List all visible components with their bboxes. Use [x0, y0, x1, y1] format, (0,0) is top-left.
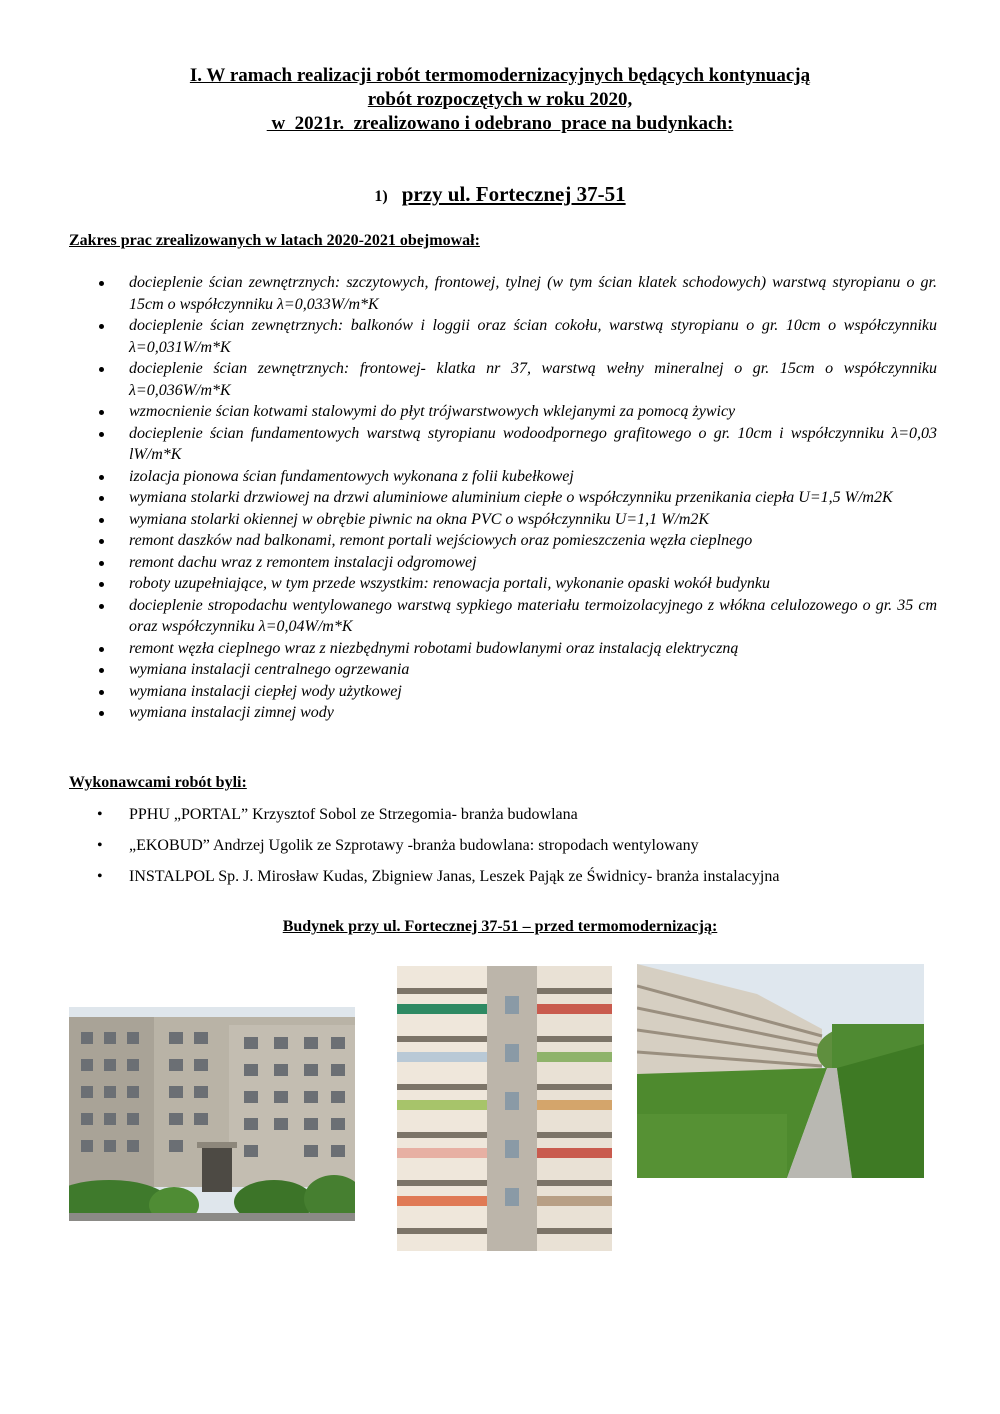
scope-item: remont węzła cieplnego wraz z niezbędnymi robotami budowlanymi oraz instalacją elektryczną: [95, 638, 937, 660]
contractor-item: • INSTALPOL Sp. J. Mirosław Kudas, Zbigniew Janas, Leszek Pająk ze Świdnicy- branża instalacyjna: [95, 866, 955, 897]
building-title: przy ul. Fortecznej 37-51: [401, 182, 626, 206]
building-photo-lawn: [637, 964, 924, 1178]
building-photo-front: [69, 1007, 355, 1221]
scope-item: docieplenie stropodachu wentylowanego warstwą sypkiego materiału termoizolacyjnego z włókna celulozowego o gr. 35 cm oraz współczynniku λ=0,04W/m*K: [95, 595, 937, 638]
scope-item: wymiana instalacji ciepłej wody użytkowej: [95, 681, 937, 703]
scope-item: wymiana instalacji zimnej wody: [95, 702, 937, 724]
contractors-heading: Wykonawcami robót byli:: [69, 774, 247, 791]
scope-item: docieplenie ścian zewnętrznych: balkonów i loggii oraz ścian cokołu, warstwą styropianu o gr. 10cm o współczynniku λ=0,031W/m*K: [95, 315, 937, 358]
scope-heading: Zakres prac zrealizowanych w latach 2020-2021 obejmował:: [69, 232, 480, 249]
title-line-1: I. W ramach realizacji robót termomodernizacyjnych będących kontynuacją: [189, 65, 811, 86]
scope-item: docieplenie ścian fundamentowych warstwą styropianu wodoodpornego grafitowego o gr. 10cm i współczynniku λ=0,03 lW/m*K: [95, 423, 937, 466]
scope-item: remont dachu wraz z remontem instalacji odgromowej: [95, 552, 937, 574]
scope-item: wymiana stolarki okiennej w obrębie piwnic na okna PVC o współczynniku U=1,1 W/m2K: [95, 509, 937, 531]
scope-item: remont daszków nad balkonami, remont portali wejściowych oraz pomieszczenia węzła cieplnego: [95, 530, 937, 552]
building-number: 1): [374, 188, 388, 205]
title-line-3: w 2021r. zrealizowano i odebrano prace na budynkach:: [266, 113, 734, 134]
title-line-2: robót rozpoczętych w roku 2020,: [367, 89, 633, 110]
contractors-list: [95, 804, 955, 897]
scope-item: docieplenie ścian zewnętrznych: szczytowych, frontowej, tylnej (w tym ścian klatek schodowych) warstwą styropianu o gr. 15cm o współczynniku λ=0,033W/m*K: [95, 272, 937, 315]
contractor-item: • PPHU „PORTAL” Krzysztof Sobol ze Strzegomia- branża budowlana: [95, 804, 955, 835]
contractor-item: • „EKOBUD” Andrzej Ugolik ze Szprotawy -branża budowlana: stropodach wentylowany: [95, 835, 955, 866]
building-photo-balconies: [397, 966, 612, 1251]
photos-caption-text: Budynek przy ul. Fortecznej 37-51 – przed termomodernizacją:: [282, 918, 718, 935]
photos-caption: [0, 918, 1000, 936]
scope-list: [95, 272, 937, 724]
scope-item: wymiana instalacji centralnego ogrzewania: [95, 659, 937, 681]
scope-item: izolacja pionowa ścian fundamentowych wykonana z folii kubełkowej: [95, 466, 937, 488]
scope-item: roboty uzupełniające, w tym przede wszystkim: renowacja portali, wykonanie opaski wokół budynku: [95, 573, 937, 595]
building-heading: [0, 182, 1000, 207]
document-title: [0, 64, 1000, 136]
scope-item: docieplenie ścian zewnętrznych: frontowej- klatka nr 37, warstwą wełny mineralnej o gr. 15cm o współczynniku λ=0,036W/m*K: [95, 358, 937, 401]
scope-item: wymiana stolarki drzwiowej na drzwi aluminiowe aluminium ciepłe o współczynniku przenikania ciepła U=1,5 W/m2K: [95, 487, 937, 509]
scope-item: wzmocnienie ścian kotwami stalowymi do płyt trójwarstwowych wklejanymi za pomocą żywicy: [95, 401, 937, 423]
